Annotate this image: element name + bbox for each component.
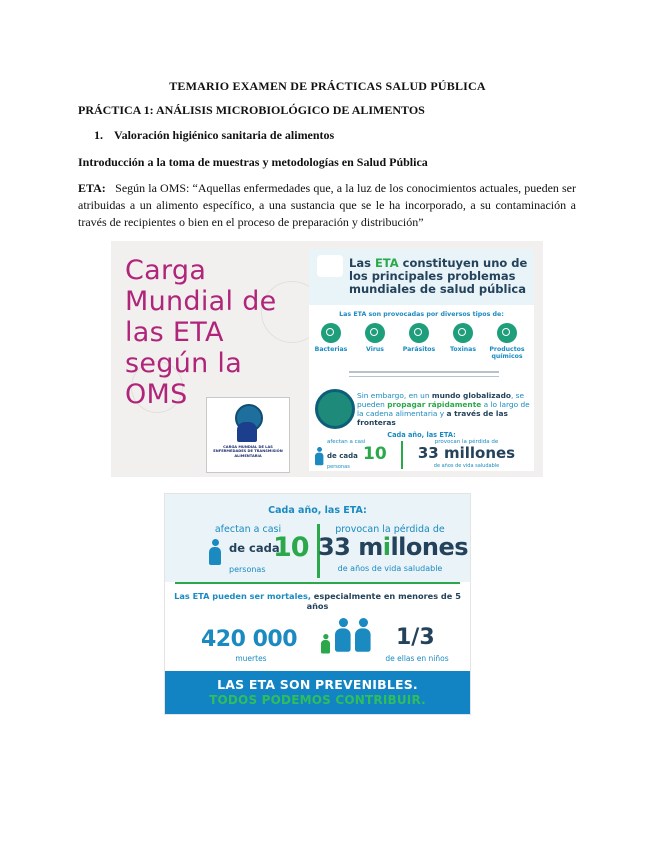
bacteria-icon (321, 323, 341, 343)
globalized-bold: mundo globalizado (431, 391, 511, 400)
agent-icons (309, 323, 534, 367)
virus-icon (365, 323, 385, 343)
cada-ano-label: Cada año, las ETA: (387, 431, 456, 439)
intro-heading: Introducción a la toma de muestras y metodologías en Salud Pública (78, 155, 428, 169)
globalized-part: a lo largo de la cadena alimentaria y (357, 400, 530, 418)
globalized-part: Sin embargo, en un (357, 391, 432, 400)
agent-label: Bacterias (314, 346, 348, 353)
agent-label: Virus (366, 346, 384, 353)
millones-value (316, 533, 470, 561)
millones-green-letter: i (382, 533, 391, 561)
agent-label: Productos químicos (489, 346, 525, 360)
infographic-panel (309, 249, 534, 471)
eta-paragraph (78, 180, 576, 231)
deaths-value: 420 000 (201, 627, 298, 652)
stat-33-millones (399, 439, 534, 471)
afectan-label: afectan a casi (327, 439, 366, 445)
millones-part: llones (390, 533, 469, 561)
list-item-label: Valoración higiénico sanitaria de alimentos (114, 128, 335, 142)
stat-1-in-10 (315, 439, 395, 471)
adult-icon (355, 618, 371, 652)
ellas-label: de ellas en niños (385, 654, 449, 663)
toxin-icon (453, 323, 473, 343)
figure-title: Carga Mundial de las ETA según la OMS (125, 255, 277, 410)
provocan-label: provocan la pérdida de (335, 524, 445, 535)
muertes-label: muertes (235, 654, 267, 663)
prevenibles-text: LAS ETA SON PREVENIBLES. (217, 677, 418, 692)
globalized-text (357, 391, 532, 427)
fraction-value: 1/3 (396, 625, 435, 650)
de-cada-label: de cada (327, 452, 358, 460)
practice-heading: PRÁCTICA 1: ANÁLISIS MICROBIOLÓGICO DE ALIMENTOS (78, 103, 425, 117)
agent-label: Parásitos (402, 346, 436, 353)
infographic-headline (349, 257, 529, 296)
todos-text: TODOS PODEMOS CONTRIBUIR. (209, 693, 426, 707)
provocan-label: provocan la pérdida de (434, 439, 499, 445)
speech-bubble-icon (317, 255, 343, 277)
infographic-header (309, 249, 534, 305)
adult-icon (335, 618, 351, 652)
globe-icon (315, 389, 355, 429)
anos-label: de años de vida saludable (433, 463, 500, 469)
mortales-part: Las ETA pueden ser mortales, (174, 591, 314, 601)
globalized-part: , se pueden (357, 391, 525, 409)
family-icon (321, 614, 381, 664)
globalized-bold: a través de las fronteras (357, 409, 508, 427)
cada-ano-label: Cada año, las ETA: (268, 505, 367, 516)
headline-eta: ETA (374, 256, 399, 270)
headline-part: Las (349, 256, 375, 270)
report-cover-image (206, 397, 290, 473)
ten-value: 10 (273, 532, 309, 563)
figure-eta-stats (164, 493, 471, 715)
de-cada-label: de cada (229, 541, 280, 555)
globalized-green: propagar rápidamente (387, 400, 482, 409)
personas-label: personas (229, 565, 266, 574)
mortales-text (165, 591, 470, 611)
anos-label: de años de vida saludable (337, 564, 443, 573)
millones-value: 33 millones (417, 444, 516, 462)
personas-label: personas (327, 464, 350, 470)
millones-part: 33 m (317, 533, 383, 561)
document-title: TEMARIO EXAMEN DE PRÁCTICAS SALUD PÚBLICA (169, 79, 486, 93)
parasite-icon (409, 323, 429, 343)
divider (175, 582, 460, 584)
person-icon (315, 447, 323, 465)
agent-label: Toxinas (449, 346, 477, 353)
list-item-number: 1. (94, 128, 103, 142)
afectan-label: afectan a casi (214, 524, 282, 535)
eta-definition: Según la OMS: “Aquellas enfermedades que, a la luz de los conocimientos actuales, pueden ser atribuidas a un alimento específico, a una sustancia que se le ha incorporado, a su contaminación a través de recipientes o bien en el proceso de preparación y distribución” (78, 181, 577, 229)
mortales-emphasis: especialmente en menores de 5 años (306, 591, 461, 611)
list-item (94, 128, 334, 143)
provocadas-label: Las ETA son provocadas por diversos tipos de: (339, 311, 504, 318)
report-cover-text: CARGA MUNDIAL DE LAS ENFERMEDADES DE TRANSMISIÓN ALIMENTARIA (213, 445, 283, 458)
headline-part: constituyen uno de (398, 256, 528, 270)
child-icon (321, 634, 330, 654)
chemical-icon (497, 323, 517, 343)
fine-print (349, 371, 499, 383)
person-icon (209, 539, 221, 565)
figure-carga-mundial (111, 241, 543, 477)
ten-value: 10 (363, 444, 387, 464)
person-icon (237, 422, 257, 442)
eta-label: ETA: (78, 181, 106, 195)
headline-rest: los principales problemas mundiales de salud pública (349, 269, 526, 296)
